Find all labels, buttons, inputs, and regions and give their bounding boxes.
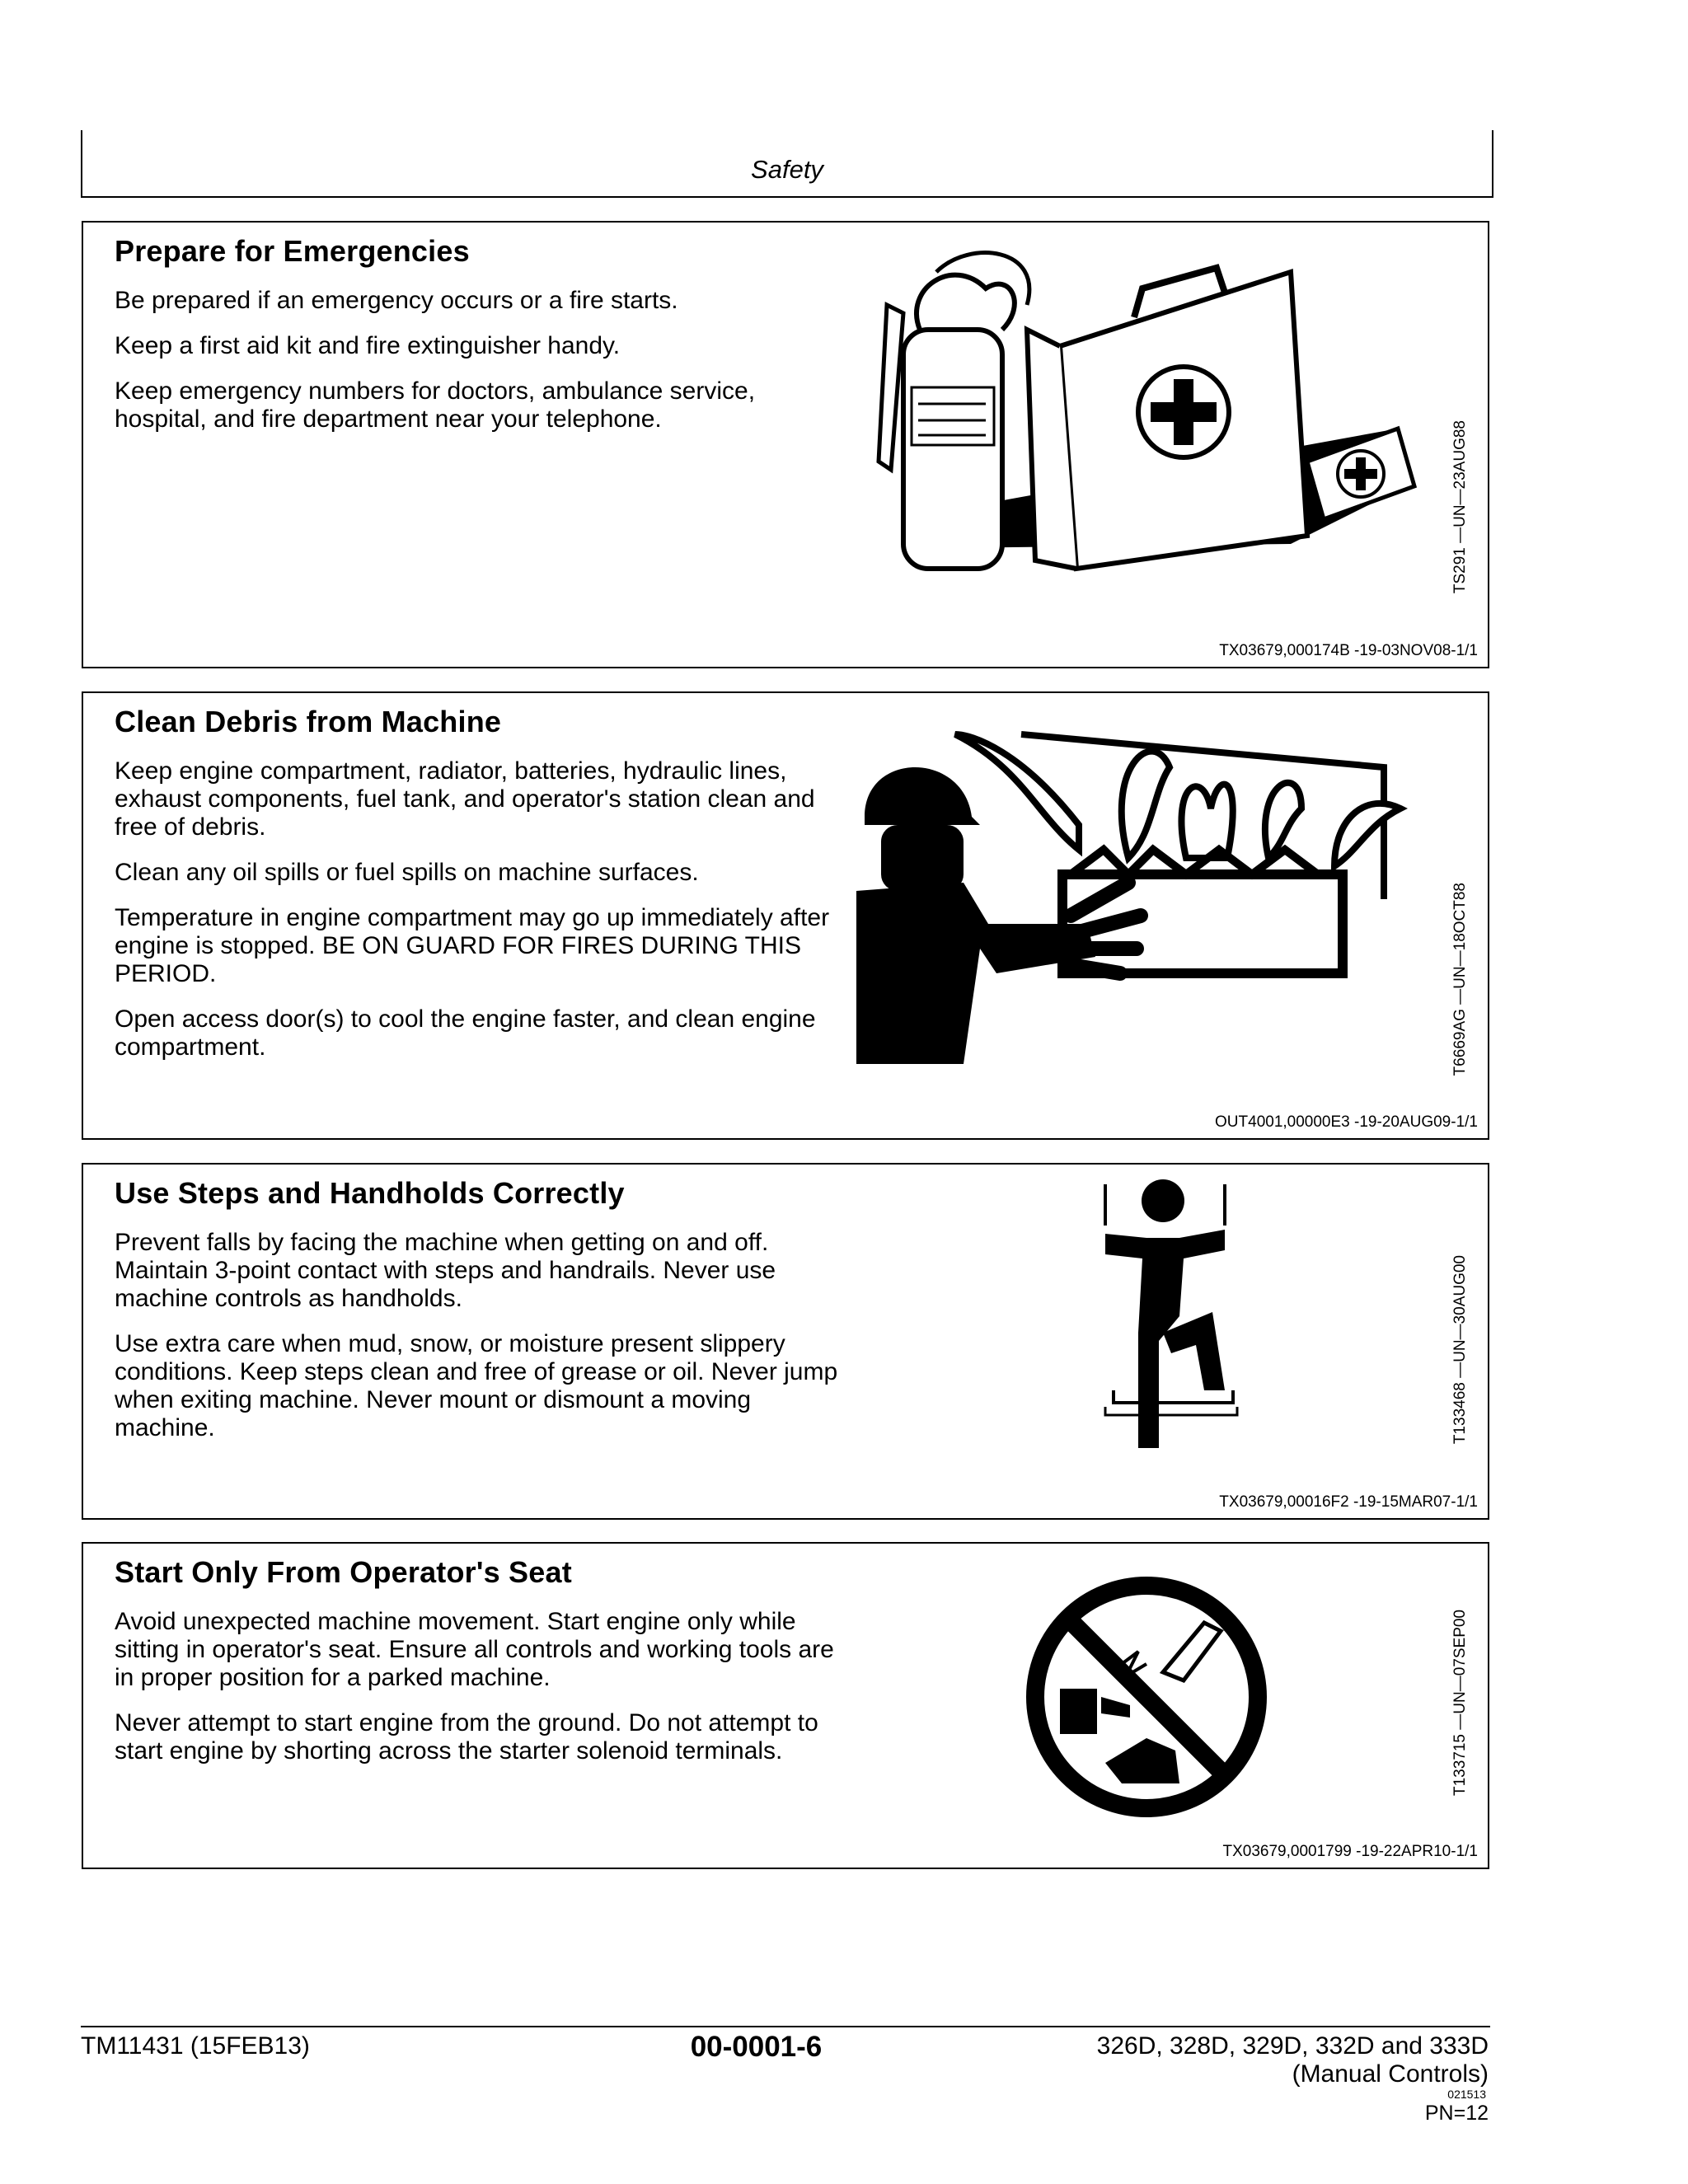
- figure-id: T6669AG —UN—18OCT88: [1451, 883, 1469, 1076]
- paragraph: Keep a first aid kit and fire extinguisher handy.: [115, 332, 621, 359]
- page-number: 00-0001-6: [690, 2031, 823, 2063]
- paragraph: Use extra care when mud, snow, or moisture present slippery conditions. Keep steps clean and free of grease or oil. Never jump when exiting machine. Never mount or dismount a moving machine.: [115, 1330, 838, 1441]
- section-body: [115, 287, 840, 451]
- safety-section-clean-debris: [82, 691, 1489, 1140]
- section-heading: Prepare for Emergencies: [115, 234, 470, 268]
- safety-section-emergencies: [82, 221, 1489, 668]
- section-body: [115, 757, 840, 1079]
- paragraph: Never attempt to start engine from the ground. Do not attempt to start engine by shorting across the starter solenoid terminals.: [115, 1709, 818, 1765]
- worker-fire-debris-illustration: [856, 718, 1433, 1089]
- paragraph: Keep engine compartment, radiator, batteries, hydraulic lines, exhaust components, fuel tank, and operator's station clean and free of debris.: [115, 757, 815, 841]
- manual-id: TM11431 (15FEB13): [81, 2032, 310, 2060]
- paragraph: Keep emergency numbers for doctors, ambulance service, hospital, and fire department near your telephone.: [115, 377, 756, 433]
- pn-number: PN=12: [1424, 2102, 1489, 2125]
- section-heading: Start Only From Operator's Seat: [115, 1555, 572, 1589]
- figure-id: T133468 —UN—30AUG00: [1451, 1255, 1469, 1445]
- section-heading: Use Steps and Handholds Correctly: [115, 1176, 625, 1210]
- reference-code: OUT4001,00000E3 -19-20AUG09-1/1: [1215, 1113, 1478, 1131]
- figure-id: T133715 —UN—07SEP00: [1451, 1610, 1469, 1797]
- models-block: [1097, 2032, 1489, 2088]
- section-heading: Clean Debris from Machine: [115, 705, 502, 738]
- section-title: Safety: [751, 155, 823, 184]
- paragraph: Be prepared if an emergency occurs or a fire starts.: [115, 287, 678, 314]
- no-ground-start-prohibition-icon: [1023, 1573, 1270, 1821]
- small-code: 021513: [1447, 2088, 1486, 2101]
- paragraph: Avoid unexpected machine movement. Start engine only while sitting in operator's seat. Ensure all controls and working tools are in proper position for a parked machine.: [115, 1608, 834, 1691]
- reference-code: TX03679,0001799 -19-22APR10-1/1: [1222, 1843, 1478, 1860]
- figure-id: TS291 —UN—23AUG88: [1451, 420, 1469, 594]
- section-body: [115, 1608, 840, 1783]
- models-line: (Manual Controls): [1292, 2060, 1489, 2088]
- fire-extinguisher-first-aid-illustration: [829, 239, 1522, 610]
- reference-code: TX03679,00016F2 -19-15MAR07-1/1: [1219, 1493, 1478, 1511]
- reference-code: TX03679,000174B -19-03NOV08-1/1: [1219, 642, 1478, 659]
- footer-rule: [81, 2026, 1490, 2027]
- models-line: 326D, 328D, 329D, 332D and 333D: [1096, 2032, 1489, 2060]
- paragraph: Clean any oil spills or fuel spills on machine surfaces.: [115, 859, 699, 886]
- section-body: [115, 1229, 840, 1460]
- page-header: [81, 130, 1493, 198]
- paragraph: Open access door(s) to cool the engine faster, and clean engine compartment.: [115, 1005, 816, 1061]
- paragraph: Prevent falls by facing the machine when getting on and off. Maintain 3-point contact with steps and handrails. Never use machine controls as handholds.: [115, 1229, 776, 1312]
- three-point-contact-figure-icon: [1048, 1176, 1270, 1489]
- paragraph: Temperature in engine compartment may go up immediately after engine is stopped. BE ON GUARD FOR FIRES DURING THIS PERIOD.: [115, 904, 830, 987]
- safety-section-steps-handholds: [82, 1163, 1489, 1520]
- safety-section-operator-seat: [82, 1542, 1489, 1869]
